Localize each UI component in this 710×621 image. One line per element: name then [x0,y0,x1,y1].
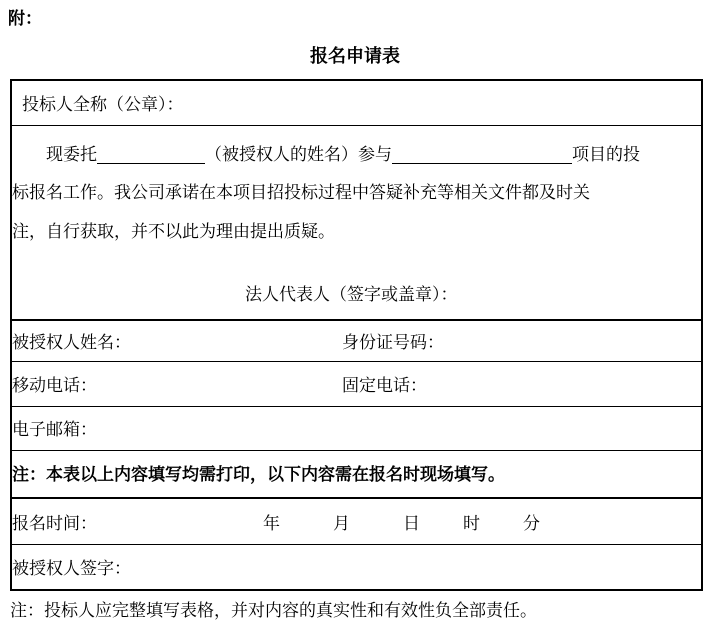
row-divider [12,125,701,126]
authorization-text-2: （被授权人的姓名）参与 [205,145,392,165]
project-name-blank[interactable] [392,147,572,164]
time-unit-year: 年 [263,514,280,534]
mobile-phone-label: 移动电话： [12,376,97,396]
row-divider [12,450,701,451]
authorized-name-blank[interactable] [97,147,205,164]
row-divider [12,319,701,321]
form-title: 报名申请表 [310,46,400,67]
authorization-text-1: 现委托 [46,145,97,165]
authorized-name-label: 被授权人姓名： [12,333,131,353]
attachment-label: 附： [8,9,42,29]
bidder-name-label: 投标人全称（公章）： [22,95,184,115]
row-divider [12,544,701,545]
time-unit-minute: 分 [523,514,540,534]
print-instruction-note: 注：本表以上内容填写均需打印，以下内容需在报名时现场填写。 [12,465,505,485]
authorization-text-3: 项目的投 [572,145,640,165]
email-label: 电子邮箱： [12,420,97,440]
legal-representative-label: 法人代表人（签字或盖章）： [245,285,458,305]
footer-responsibility-note: 注：投标人应完整填写表格，并对内容的真实性和有效性负全部责任。 [10,601,537,621]
row-divider [12,406,701,407]
authorization-line-2: 标报名工作。我公司承诺在本项目招投标过程中答疑补充等相关文件都及时关 [12,183,590,203]
time-unit-day: 日 [403,514,420,534]
authorization-line-1 [12,147,701,164]
registration-form-table [10,79,703,591]
time-unit-month: 月 [333,514,350,534]
signup-time-label: 报名时间： [12,514,97,534]
time-unit-hour: 时 [463,514,480,534]
row-divider [12,361,701,362]
landline-phone-label: 固定电话： [342,376,427,396]
id-number-label: 身份证号码： [342,333,444,353]
row-divider [12,497,701,499]
authorized-signature-label: 被授权人签字： [12,559,131,579]
authorization-line-3: 注，自行获取，并不以此为理由提出质疑。 [12,222,335,242]
